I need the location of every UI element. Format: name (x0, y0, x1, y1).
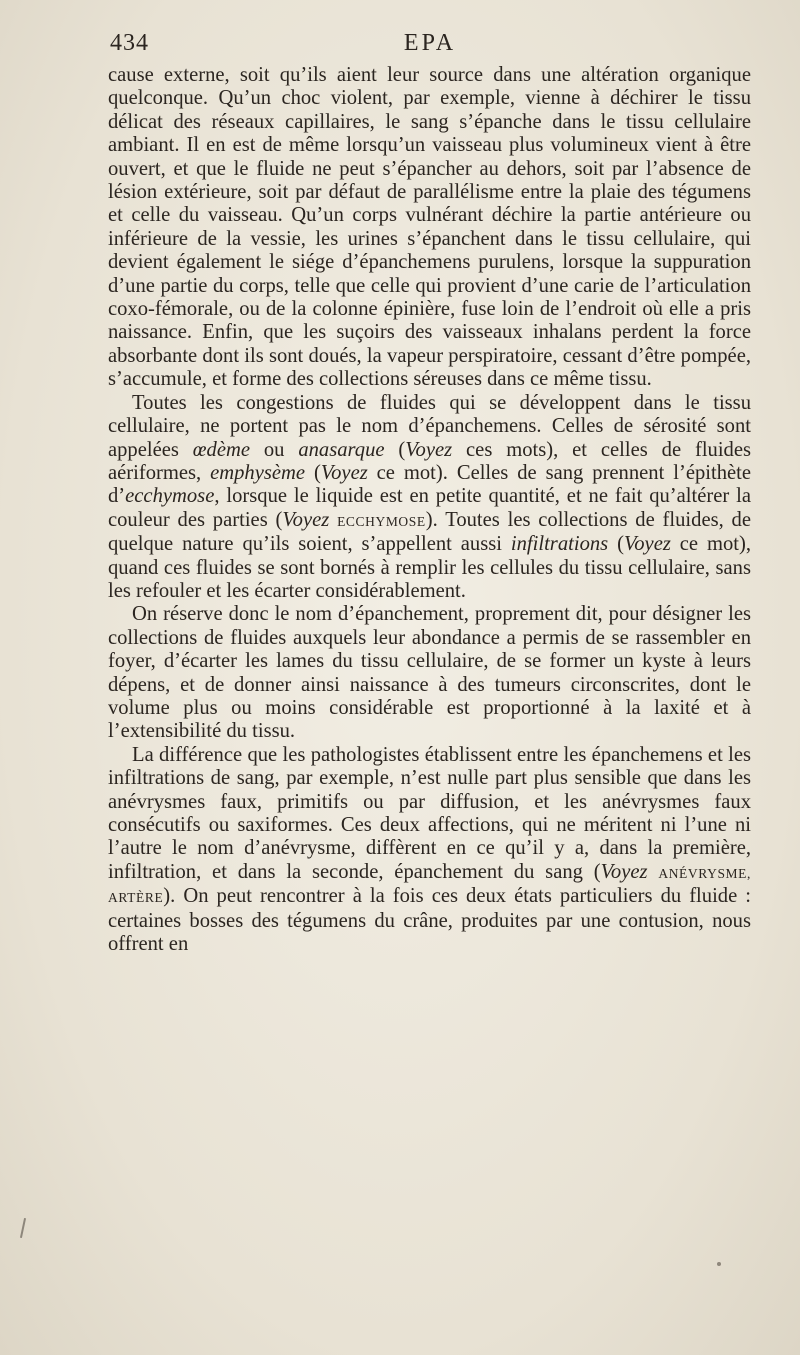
italic-text: Voyez (282, 508, 330, 531)
page-number: 434 (110, 30, 149, 56)
italic-text: anasarque (298, 438, 385, 461)
smallcaps-text: ECCHYMOSE (337, 513, 426, 529)
text-run: ( (384, 438, 406, 461)
paragraph (108, 392, 751, 604)
text-run: On réserve donc le nom d’épanchement, proprement dit, pour désigner les collections de fluides auxquels leur abondance a permis de se rassembler en foyer, d’écarter les lames du tissu cellulaire, de se former un kyste à leurs dépens, et de donner ainsi naissance à des tumeurs circonscrites, dont le volume plus ou moins considérable est proportionné à la laxité et à l’extensibilité du tissu. (108, 603, 751, 743)
text-run: ou (249, 438, 299, 461)
italic-text: Voyez (405, 438, 453, 461)
italic-text: Voyez (600, 860, 648, 883)
text-run: ces mots), et celles de fluides aériformes, (108, 438, 752, 484)
italic-text: infiltrations (510, 533, 609, 556)
paragraph (108, 64, 751, 392)
text-run: ce mot), quand ces fluides se sont bornés à remplir les cellules du tissu cellulaire, sans les refouler et les écarter considérablement. (108, 533, 752, 602)
italic-text: Voyez (320, 461, 368, 484)
italic-text: œdème (192, 438, 250, 461)
text-run: ). Toutes les collections de fluides, de quelque nature qu’ils soient, s’appellent aussi (108, 508, 751, 556)
text-run: Toutes les congestions de fluides qui se développent dans le tissu cellulaire, ne portent pas le nom d’épanchemens. Celles de sérosité sont appelées (108, 391, 751, 461)
text-run: cause externe, soit qu’ils aient leur source dans une altération organique quelconque. Qu’un choc violent, par exemple, vienne à déchirer le tissu délicat des réseaux capillaires, le sang s’épanche dans le tissu cellulaire ambiant. Il en est de même lorsqu’un vaisseau plus volumineux vient à être ouvert, et que le fluide ne peut s’épancher au dehors, soit par l’absence de lésion extérieure, soit par défaut de parallélisme entre la plaie des tégumens et celle du vaisseau. Qu’un corps vulnérant déchire la partie antérieure ou inférieure de la vessie, les urines s’épanchent dans le tissu cellulaire, qui devient également le siége d’épanchemens purulens, lorsque la suppuration d’une partie du corps, telle que celle qui provient d’une carie de l’articulation coxo-fémorale, ou de la colonne épinière, fuse loin de l’endroit où elle a pris naissance. Enfin, que les suçoirs des vaisseaux inhalans perdent la force absorbante dont ils sont doués, la vapeur perspiratoire, cessant d’être pompée, s’accumule, et forme des collections séreuses dans ce même tissu. (108, 64, 751, 391)
margin-mark (20, 1218, 26, 1238)
text-run: ce mot). Celles de sang prennent l’épithète d’ (108, 461, 751, 508)
italic-text: emphysème (210, 461, 306, 484)
text-run: ( (305, 461, 321, 484)
italic-text: ecchymose (125, 485, 215, 508)
ink-spot (717, 1262, 721, 1266)
text-body (108, 64, 751, 956)
page-header (110, 30, 750, 64)
running-head: EPA (403, 30, 457, 56)
text-run (648, 861, 659, 883)
italic-text: Voyez (623, 533, 671, 556)
smallcaps-text: ANÉVRYSME, ARTÈRE (108, 865, 751, 906)
text-run: ). On peut rencontrer à la fois ces deux états particuliers du fluide : certaines bosses des tégumens du crâne, produites par une contusion, nous offrent en (108, 885, 751, 956)
paragraph (108, 603, 751, 743)
text-run (329, 509, 337, 531)
paragraph (108, 744, 751, 957)
text-run: La différence que les pathologistes établissent entre les épanchemens et les infiltrations de sang, par exemple, n’est nulle part plus sensible que dans les anévrysmes faux, primitifs ou par diffusion, et les anévrysmes faux consécutifs ou saxiformes. Ces deux affections, qui ne méritent ni l’une ni l’autre le nom d’anévrysme, diffèrent en ce qu’il y a, dans la première, infiltration, et dans la seconde, épanchement du sang ( (108, 743, 751, 883)
text-run: ( (608, 533, 624, 556)
text-run: , lorsque le liquide est en petite quantité, et ne fait qu’altérer la couleur des parties ( (108, 485, 751, 531)
